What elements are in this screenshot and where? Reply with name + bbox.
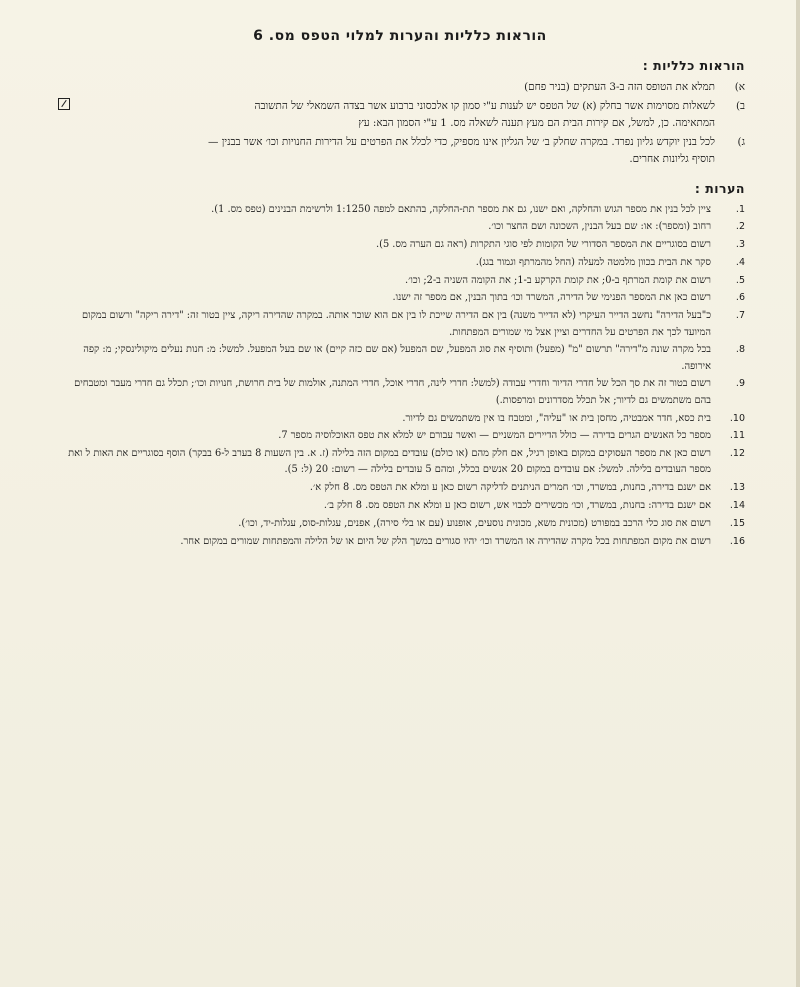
note-item bbox=[55, 219, 745, 235]
note-text: בכל מקרה שונה מ"דירה" תרשום "מ" (מפעל) ותוסיף את סוג המפעל, שם המפעל (אם שם כזה קיים) או שם בעל המפעל. למשל: מ: חנות נעלים מיקולינסקי; מ: קפה אירופה. bbox=[83, 344, 711, 372]
note-item bbox=[55, 516, 745, 532]
note-item bbox=[55, 480, 745, 496]
general-instruction-item bbox=[55, 79, 745, 97]
note-item bbox=[55, 534, 745, 550]
note-text: מספר כל האנשים הגרים בדירה — כולל הדיירים המשניים — ואשר עבורם יש למלא את טפס האוכלוסיה מספר 7. bbox=[278, 430, 711, 442]
note-item bbox=[55, 308, 745, 341]
general-instruction-text: לכל בנין יוקדש גליון נפרד. במקרה שחלק ב׳ של הגליון אינו מספיק, כדי לכלל את הפרטים על הדירות החנויות וכו׳ אשר בבנין — תוסיף גליונות אחרים. bbox=[208, 135, 715, 165]
general-instruction-marker: ב) bbox=[735, 99, 745, 112]
note-text: רשום בסוגריים את המספר הסדורי של הקומות לפי סוגי התקרות (ראה גם הערה מס. 5). bbox=[376, 239, 711, 251]
note-text: רשום את קומת המרתף ב-0; את קומת הקרקע ב-1; את הקומה השניה ב-2; וכו׳. bbox=[405, 274, 711, 286]
note-number: 5. bbox=[735, 274, 745, 286]
note-item bbox=[55, 237, 745, 253]
note-text: רשום את סוג כלי הרכב במפורט (מכונית משא, מכונית נוסעים, אופנוע (עם או בלי סירה), אפנים, עגלות-סוס, עגלות-יד, וכו׳). bbox=[238, 517, 711, 529]
general-instruction-marker: ג) bbox=[737, 135, 745, 148]
general-instruction-item bbox=[55, 98, 745, 133]
note-item bbox=[55, 342, 745, 375]
note-item bbox=[55, 411, 745, 427]
note-number: 11. bbox=[729, 430, 745, 442]
note-number: 4. bbox=[735, 256, 745, 268]
note-number: 1. bbox=[735, 203, 745, 215]
note-text: סקר את הבית בכוון מלמטה למעלה (החל מהמרתף וגמור בגג). bbox=[475, 256, 711, 268]
note-text: רשום כאן את המספר הפנימי של הדירה, המשרד וכו׳ בתוך הבנין, אם מספר זה ישנו. bbox=[392, 292, 711, 304]
note-number: 15. bbox=[729, 517, 745, 529]
note-number: 3. bbox=[735, 239, 745, 251]
note-text: בית כסא, חדר אמבטיה, מחסן בית או "עליה", ומטבח בו אין משתמשים גם לדיור. bbox=[402, 412, 711, 424]
note-number: 14. bbox=[729, 500, 745, 512]
note-number: 7. bbox=[735, 310, 745, 322]
note-text: רשום כאן את מספר העסוקים במקום באופן רגיל, אם חלק מהם (או כולם) עובדים במקום הזה בלילה (ז. א. בין השעות 8 בערב ל-6 בבקר) הוסף בסוגריים את האות ל ואת מספר העובדים בלילה. למשל: אם עובדים במקום 20 אנשים בכלל, ומהם 5 עובדים בלילה — רשום: 20 (ל: 5). bbox=[68, 448, 711, 476]
note-item bbox=[55, 273, 745, 289]
note-text: רשום את מקום המפתחות בכל מקרה שהדירה או המשרד וכו׳ יהיו סגורים במשך הלק של היום או של הלילה והמפתחות שמורים במקום אחר. bbox=[180, 535, 711, 547]
note-item bbox=[55, 446, 745, 479]
general-instruction-text: לשאלות מסוימות אשר בחלק (א) של הטפס יש לענות ע"י סמון קו אלכסוני ברבוע אשר בצדה השמאלי של התשובה המתאימה. כן, למשל, אם קירות הבית הם מעץ תענה לשאלה מס. 1 ע"י הסמון הבא: עץ bbox=[254, 99, 715, 129]
notes-list bbox=[55, 202, 745, 550]
note-text: ציין לכל בנין את מספר הגוש והחלקה, ואם ישנו, גם את מספר תת-החלקה, בהתאם למפה 1:1250 ולרשימת הבנינים (טפס מס. 1). bbox=[211, 203, 711, 215]
note-item bbox=[55, 290, 745, 306]
general-instructions-heading: הוראות כלליות : bbox=[642, 58, 745, 73]
note-number: 6. bbox=[735, 292, 745, 304]
note-text: אם ישנם בדירה: בחנות, במשרד, וכו׳ מכשירים לכבוי אש, רשום כאן ע ומלא את הטפס מס. 8 חלק ב׳. bbox=[323, 500, 711, 512]
note-number: 12. bbox=[729, 448, 745, 460]
general-instructions-list bbox=[55, 79, 745, 169]
general-instruction-text: תמלא את הטופס הזה ב-3 העתקים (בניר פחם) bbox=[524, 81, 715, 93]
example-checkbox-icon bbox=[58, 98, 70, 110]
note-number: 16. bbox=[729, 535, 745, 547]
note-text: רחוב (ומספר): או: שם בעל הבנין, השכונה ושם החצר וכו׳. bbox=[488, 221, 711, 233]
notes-heading: הערות : bbox=[694, 180, 745, 196]
note-item bbox=[55, 498, 745, 514]
note-text: אם ישנם בדירה, בחנות, במשרד, וכו׳ חמרים הניתנים לדליקה רשום כאן ע ומלא את הטפס מס. 8 חלק א׳. bbox=[309, 482, 711, 494]
note-number: 8. bbox=[735, 344, 745, 356]
general-instruction-item bbox=[55, 134, 745, 169]
note-item bbox=[55, 428, 745, 444]
note-item bbox=[55, 202, 745, 218]
note-number: 9. bbox=[735, 378, 745, 390]
note-item bbox=[55, 255, 745, 271]
general-instruction-marker: א) bbox=[734, 81, 745, 93]
page-edge bbox=[796, 0, 800, 987]
note-item bbox=[55, 376, 745, 409]
document-title: הוראות כלליות והערות למלוי הטפס מס. 6 bbox=[253, 28, 547, 44]
note-number: 13. bbox=[729, 482, 745, 494]
note-number: 2. bbox=[735, 221, 745, 233]
note-number: 10. bbox=[729, 412, 745, 424]
note-text: רשום בטור זה את סך הכל של חדרי הדיור וחדרי עבודה (למשל: חדרי לינה, חדרי אוכל, חדרי המתנה, אולמות של בית חרושת, חנויות וכו׳; תכלל גם חדרי מעבר ומטבחים בהם משתמשים גם לדיור; אל תכלל מסדרונים ומרפסות.) bbox=[74, 378, 711, 406]
document-content bbox=[55, 28, 745, 551]
note-text: כ"בעל הדירה" נחשב הדייר העיקרי (לא הדייר משנה) בין אם הדירה שייכת לו בין אם הוא שוכר אותה. במקרה שהדירה ריקה, ציין בטור זה: "דירה ריקה" ורשום במקום המיועד לכך את הפרטים על החדרים וציין אצל מי שמורים המפתחות. bbox=[82, 310, 711, 338]
